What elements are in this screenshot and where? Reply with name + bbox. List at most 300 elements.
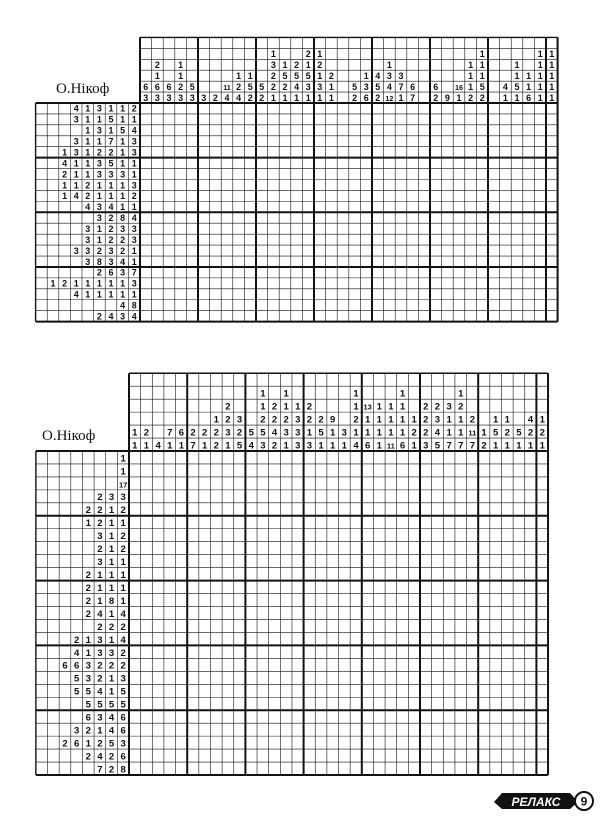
column-clue-number: 2 — [504, 427, 510, 439]
column-clue-number: 5 — [189, 81, 195, 92]
row-clue-number: 6 — [73, 660, 80, 672]
column-clue-number: 1 — [236, 70, 242, 81]
column-clue-number: 3 — [236, 414, 243, 426]
column-clue-number: 2 — [469, 414, 476, 426]
row-clue-number: 1 — [108, 673, 115, 685]
row-clue-number: 1 — [131, 169, 137, 180]
row-clue-number: 2 — [108, 660, 115, 672]
column-clue-number: 7 — [167, 427, 173, 439]
row-clue-number: 4 — [85, 202, 91, 213]
column-clue-number: 1 — [549, 49, 555, 60]
row-clue-number: 8 — [120, 764, 126, 776]
column-clue-number: 6 — [526, 92, 532, 103]
column-clue-number: 5 — [260, 427, 266, 439]
row-clue-number: 3 — [108, 256, 114, 267]
column-clue-number: 3 — [446, 401, 452, 413]
column-clue-number: 1 — [282, 92, 288, 103]
row-clue-number: 2 — [85, 608, 91, 620]
column-clue-number: 2 — [271, 440, 278, 452]
row-clue-number: 1 — [96, 289, 102, 300]
row-clue-number: 1 — [108, 125, 114, 136]
column-clue-number: 1 — [527, 440, 534, 452]
row-clue-number: 3 — [108, 169, 114, 180]
row-clue-number: 1 — [97, 582, 103, 594]
row-clue-number: 1 — [131, 114, 137, 125]
row-clue-number: 1 — [85, 147, 91, 158]
row-clue-number: 3 — [120, 492, 126, 504]
column-clue-number: 1 — [537, 49, 543, 60]
row-clue-number: 4 — [120, 256, 126, 267]
column-clue-number: 4 — [294, 81, 300, 92]
column-clue-number: 2 — [154, 60, 160, 71]
row-clue-number: 6 — [73, 738, 80, 750]
column-clue-number: 2 — [190, 427, 196, 439]
row-clue-number: 5 — [85, 699, 91, 711]
column-clue-number: 2 — [433, 92, 439, 103]
row-clue-number: 3 — [120, 311, 126, 322]
column-clue-number: 1 — [479, 70, 485, 81]
column-clue-number: 11 — [223, 83, 231, 92]
row-clue-number: 1 — [73, 180, 79, 191]
row-clue-number: 3 — [120, 738, 126, 750]
column-clue-number: 2 — [225, 401, 231, 413]
row-clue-number: 4 — [108, 725, 115, 737]
column-clue-number: 1 — [305, 92, 311, 103]
row-clue-number: 1 — [108, 531, 115, 543]
row-clue-number: 1 — [120, 103, 126, 114]
row-clue-number: 4 — [73, 103, 79, 114]
column-clue-number: 5 — [282, 70, 288, 81]
row-clue-number: 1 — [120, 466, 126, 478]
row-clue-number: 3 — [108, 647, 115, 659]
row-clue-number: 4 — [108, 712, 115, 724]
row-clue-number: 4 — [120, 300, 126, 311]
column-clue-number: 6 — [433, 81, 439, 92]
column-clue-number: 2 — [468, 92, 474, 103]
column-clue-number: 9 — [444, 92, 450, 103]
column-clue-number: 5 — [294, 70, 300, 81]
column-clue-number: 1 — [317, 49, 323, 60]
row-clue-number: 2 — [62, 278, 68, 289]
column-clue-number: 2 — [202, 427, 208, 439]
row-clue-number: 1 — [97, 570, 103, 582]
column-clue-number: 2 — [539, 427, 545, 439]
column-clue-number: 5 — [514, 81, 520, 92]
row-clue-number: 1 — [85, 634, 91, 646]
author-label-2: О.Нікоф — [42, 428, 96, 444]
row-clue-number: 3 — [73, 114, 79, 125]
column-clue-number: 1 — [167, 440, 173, 452]
column-clue-number: 2 — [271, 401, 278, 413]
magazine-footer-badge — [494, 789, 596, 811]
row-clue-number: 2 — [85, 595, 91, 607]
column-clue-number: 1 — [270, 49, 276, 60]
row-clue-number: 2 — [97, 673, 103, 685]
row-clue-number: 1 — [120, 595, 126, 607]
row-clue-number: 1 — [96, 234, 102, 245]
row-clue-number: 17 — [118, 480, 128, 490]
row-clue-number: 1 — [85, 114, 91, 125]
row-clue-number: 3 — [97, 557, 103, 569]
row-clue-number: 1 — [62, 147, 68, 158]
column-clue-number: 3 — [317, 81, 323, 92]
column-clue-number: 1 — [364, 414, 371, 426]
column-clue-number: 2 — [306, 401, 313, 413]
column-clue-number: 1 — [154, 70, 160, 81]
column-clue-number: 1 — [468, 60, 474, 71]
column-clue-number: 1 — [317, 92, 323, 103]
row-clue-number: 4 — [108, 311, 114, 322]
row-clue-number: 2 — [120, 544, 126, 556]
row-clue-number: 3 — [131, 234, 137, 245]
row-clue-number: 3 — [85, 673, 91, 685]
page-number: 9 — [580, 794, 588, 809]
row-clue-number: 1 — [120, 180, 126, 191]
column-clue-number: 1 — [481, 427, 487, 439]
row-clue-number: 1 — [96, 114, 102, 125]
row-clue-number: 5 — [73, 686, 80, 698]
row-clue-number: 2 — [97, 738, 103, 750]
column-clue-number: 1 — [468, 70, 474, 81]
column-clue-number: 3 — [225, 427, 231, 439]
row-clue-number: 1 — [73, 278, 79, 289]
column-clue-number: 2 — [178, 81, 184, 92]
row-clue-number: 3 — [97, 634, 103, 646]
row-clue-number: 4 — [97, 608, 103, 620]
column-clue-number: 2 — [270, 70, 276, 81]
column-clue-number: 1 — [549, 70, 555, 81]
column-clue-number: 5 — [236, 440, 243, 452]
row-clue-number: 1 — [120, 582, 126, 594]
column-clue-number: 3 — [283, 427, 289, 439]
row-clue-number: 2 — [97, 492, 103, 504]
column-clue-number: 3 — [166, 92, 172, 103]
column-clue-number: 3 — [260, 440, 266, 452]
row-clue-number: 3 — [120, 169, 126, 180]
row-clue-number: 1 — [108, 544, 115, 556]
row-clue-number: 1 — [120, 570, 126, 582]
column-clue-number: 5 — [248, 427, 254, 439]
column-clue-number: 3 — [143, 92, 149, 103]
row-clue-number: 1 — [108, 103, 114, 114]
column-clue-number: 1 — [202, 440, 208, 452]
column-clue-number: 4 — [386, 81, 392, 92]
row-clue-number: 1 — [85, 103, 91, 114]
column-clue-number: 1 — [526, 70, 532, 81]
column-clue-number: 2 — [458, 401, 464, 413]
column-clue-number: 4 — [248, 440, 254, 452]
row-clue-number: 2 — [108, 621, 115, 633]
row-clue-number: 1 — [85, 289, 91, 300]
column-clue-number: 1 — [399, 401, 406, 413]
column-clue-number: 7 — [446, 440, 452, 452]
row-clue-number: 3 — [85, 245, 91, 256]
column-clue-number: 1 — [537, 81, 543, 92]
row-clue-number: 5 — [120, 699, 126, 711]
row-clue-number: 2 — [85, 180, 91, 191]
row-clue-number: 1 — [120, 114, 126, 125]
row-clue-number: 6 — [120, 751, 126, 763]
row-clue-number: 4 — [73, 647, 80, 659]
column-clue-number: 1 — [318, 440, 324, 452]
row-clue-number: 1 — [108, 289, 114, 300]
row-clue-number: 2 — [85, 505, 91, 517]
row-clue-number: 1 — [96, 180, 102, 191]
column-clue-number: 1 — [328, 81, 334, 92]
column-clue-number: 1 — [376, 414, 382, 426]
column-clue-number: 6 — [363, 92, 369, 103]
column-clue-number: 2 — [294, 60, 300, 71]
column-clue-number: 5 — [493, 427, 499, 439]
column-clue-number: 1 — [213, 414, 219, 426]
row-clue-number: 3 — [120, 223, 126, 234]
row-clue-number: 4 — [131, 213, 137, 224]
column-clue-number: 1 — [388, 401, 394, 413]
row-clue-number: 1 — [120, 289, 126, 300]
column-clue-number: 7 — [469, 440, 476, 452]
row-clue-number: 3 — [97, 712, 103, 724]
row-clue-number: 1 — [131, 158, 137, 169]
column-clue-number: 2 — [305, 49, 311, 60]
column-clue-number: 1 — [386, 60, 392, 71]
column-clue-number: 6 — [178, 427, 185, 439]
row-clue-number: 3 — [131, 136, 137, 147]
column-clue-number: 2 — [213, 440, 219, 452]
row-clue-number: 4 — [73, 191, 79, 202]
column-clue-number: 1 — [446, 427, 452, 439]
row-clue-number: 1 — [73, 158, 79, 169]
row-clue-number: 2 — [96, 311, 102, 322]
row-clue-number: 1 — [131, 202, 137, 213]
column-clue-number: 1 — [514, 92, 520, 103]
column-clue-number: 1 — [247, 70, 253, 81]
row-clue-number: 1 — [120, 191, 126, 202]
column-clue-number: 1 — [446, 414, 452, 426]
column-clue-number: 2 — [247, 92, 253, 103]
row-clue-number: 2 — [97, 544, 103, 556]
row-clue-number: 1 — [108, 570, 115, 582]
row-clue-number: 2 — [120, 621, 126, 633]
row-clue-number: 1 — [108, 582, 115, 594]
column-clue-number: 16 — [455, 83, 463, 92]
column-clue-number: 1 — [178, 70, 184, 81]
column-clue-number: 1 — [282, 60, 288, 71]
column-clue-number: 2 — [143, 427, 150, 439]
column-clue-number: 3 — [306, 440, 313, 452]
row-clue-number: 3 — [85, 660, 91, 672]
column-clue-number: 2 — [260, 414, 266, 426]
row-clue-number: 1 — [120, 518, 126, 530]
column-clue-number: 5 — [352, 81, 358, 92]
column-clue-number: 1 — [330, 427, 336, 439]
row-clue-number: 1 — [96, 223, 102, 234]
column-clue-number: 7 — [410, 92, 416, 103]
row-clue-number: 1 — [120, 158, 126, 169]
column-clue-number: 2 — [225, 414, 231, 426]
column-clue-number: 1 — [364, 427, 371, 439]
row-clue-number: 2 — [131, 103, 137, 114]
column-clue-number: 1 — [283, 388, 289, 400]
column-clue-number: 9 — [330, 414, 336, 426]
column-clue-number: 5 — [305, 70, 311, 81]
row-clue-number: 3 — [96, 169, 102, 180]
column-clue-number: 3 — [270, 60, 276, 71]
row-clue-number: 3 — [96, 158, 102, 169]
row-clue-number: 2 — [120, 647, 126, 659]
column-clue-number: 1 — [411, 440, 417, 452]
column-clue-number: 2 — [283, 414, 289, 426]
column-clue-number: 5 — [516, 427, 522, 439]
row-clue-number: 2 — [97, 505, 103, 517]
column-clue-number: 1 — [502, 92, 508, 103]
column-clue-number: 1 — [468, 81, 474, 92]
column-clue-number: 1 — [260, 388, 266, 400]
row-clue-number: 1 — [62, 191, 68, 202]
row-clue-number: 4 — [97, 751, 103, 763]
column-clue-number: 7 — [398, 81, 404, 92]
row-clue-number: 3 — [108, 492, 115, 504]
row-clue-number: 8 — [120, 213, 126, 224]
row-clue-number: 3 — [108, 245, 114, 256]
column-clue-number: 2 — [353, 414, 359, 426]
column-clue-number: 2 — [481, 440, 487, 452]
row-clue-number: 4 — [131, 311, 137, 322]
column-clue-number: 7 — [190, 440, 196, 452]
column-clue-number: 4 — [155, 440, 161, 452]
column-clue-number: 5 — [479, 81, 485, 92]
column-clue-number: 1 — [306, 427, 313, 439]
column-clue-number: 1 — [270, 92, 276, 103]
column-clue-number: 1 — [479, 49, 485, 60]
column-clue-number: 1 — [516, 440, 522, 452]
row-clue-number: 2 — [62, 169, 68, 180]
column-clue-number: 1 — [330, 440, 336, 452]
column-clue-number: 1 — [539, 414, 545, 426]
column-clue-number: 1 — [514, 60, 520, 71]
column-clue-number: 1 — [283, 401, 289, 413]
row-clue-number: 5 — [120, 686, 126, 698]
column-clue-number: 1 — [549, 92, 555, 103]
column-clue-number: 3 — [201, 92, 207, 103]
row-clue-number: 3 — [73, 725, 80, 737]
column-clue-number: 3 — [386, 70, 392, 81]
column-clue-number: 1 — [514, 70, 520, 81]
row-clue-number: 1 — [108, 278, 114, 289]
column-clue-number: 1 — [353, 401, 359, 413]
row-clue-number: 1 — [120, 557, 126, 569]
column-clue-number: 4 — [271, 427, 278, 439]
row-clue-number: 8 — [96, 256, 102, 267]
row-clue-number: 2 — [120, 505, 126, 517]
row-clue-number: 3 — [73, 147, 79, 158]
row-clue-number: 6 — [62, 660, 68, 672]
column-clue-number: 1 — [225, 440, 231, 452]
column-clue-number: 2 — [271, 414, 278, 426]
column-clue-number: 6 — [166, 81, 172, 92]
row-clue-number: 5 — [97, 699, 103, 711]
column-clue-number: 2 — [318, 414, 324, 426]
row-clue-number: 1 — [108, 505, 115, 517]
row-clue-number: 6 — [85, 712, 91, 724]
column-clue-number: 2 — [306, 414, 313, 426]
row-clue-number: 1 — [97, 595, 103, 607]
row-clue-number: 2 — [85, 191, 91, 202]
row-clue-number: 1 — [131, 289, 137, 300]
row-clue-number: 1 — [97, 725, 103, 737]
row-clue-number: 7 — [108, 136, 114, 147]
column-clue-number: 2 — [434, 401, 441, 413]
column-clue-number: 3 — [423, 440, 429, 452]
row-clue-number: 1 — [108, 608, 115, 620]
column-clue-number: 2 — [236, 427, 243, 439]
row-clue-number: 2 — [85, 751, 91, 763]
column-clue-number: 11 — [386, 441, 395, 451]
row-clue-number: 1 — [120, 202, 126, 213]
column-clue-number: 3 — [295, 440, 301, 452]
row-clue-number: 1 — [131, 245, 137, 256]
row-clue-number: 2 — [120, 531, 126, 543]
column-clue-number: 3 — [434, 414, 441, 426]
row-clue-number: 2 — [108, 764, 115, 776]
column-clue-number: 5 — [318, 427, 324, 439]
row-clue-number: 2 — [108, 751, 115, 763]
row-clue-number: 5 — [108, 699, 115, 711]
row-clue-number: 1 — [85, 278, 91, 289]
column-clue-number: 4 — [236, 92, 242, 103]
row-clue-number: 2 — [108, 147, 114, 158]
column-clue-number: 2 — [213, 427, 219, 439]
column-clue-number: 2 — [282, 81, 288, 92]
row-clue-number: 1 — [85, 125, 91, 136]
column-clue-number: 2 — [423, 414, 429, 426]
column-clue-number: 6 — [154, 81, 160, 92]
column-clue-number: 3 — [295, 414, 301, 426]
row-clue-number: 2 — [62, 738, 68, 750]
column-clue-number: 1 — [399, 414, 406, 426]
row-clue-number: 3 — [97, 647, 103, 659]
row-clue-number: 1 — [96, 136, 102, 147]
column-clue-number: 1 — [283, 440, 289, 452]
row-clue-number: 3 — [120, 673, 126, 685]
column-clue-number: 4 — [353, 440, 359, 452]
column-clue-number: 3 — [154, 92, 160, 103]
column-clue-number: 2 — [527, 427, 534, 439]
column-clue-number: 1 — [295, 401, 301, 413]
column-clue-number: 6 — [364, 440, 371, 452]
column-clue-number: 1 — [398, 92, 404, 103]
row-clue-number: 1 — [108, 180, 114, 191]
column-clue-number: 6 — [143, 81, 149, 92]
column-clue-number: 1 — [526, 81, 532, 92]
row-clue-number: 3 — [73, 245, 79, 256]
column-clue-number: 1 — [458, 414, 464, 426]
column-clue-number: 2 — [423, 427, 429, 439]
row-clue-number: 4 — [97, 686, 103, 698]
column-clue-number: 5 — [247, 81, 253, 92]
row-clue-number: 1 — [120, 453, 126, 465]
row-clue-number: 1 — [50, 278, 56, 289]
row-clue-number: 3 — [96, 103, 102, 114]
column-clue-number: 6 — [410, 81, 416, 92]
row-clue-number: 1 — [73, 169, 79, 180]
column-clue-number: 1 — [260, 401, 266, 413]
column-clue-number: 1 — [376, 440, 382, 452]
row-clue-number: 3 — [73, 136, 79, 147]
row-clue-number: 3 — [120, 267, 126, 278]
column-clue-number: 1 — [411, 414, 417, 426]
column-clue-number: 1 — [388, 427, 394, 439]
column-clue-number: 5 — [375, 81, 381, 92]
